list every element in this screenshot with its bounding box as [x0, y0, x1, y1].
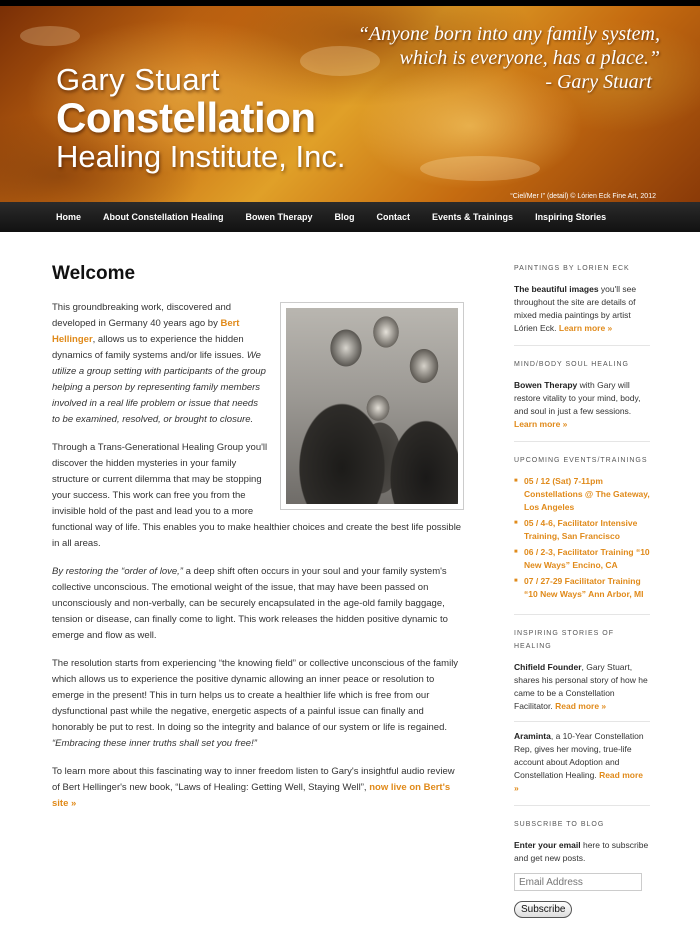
paragraph-4-text: The resolution starts from experiencing “the knowing field” or collective unconscious of the family which allows us to experience the positive dynamic allowing an inner peace or resolution to emerge in the present! This in turn helps us to create a healthier life which is free from our dysfunctional past while the negative, energetic aspects of a painful issue can finally and honorably be put to rest. In doing so the integrity and balance of our system or life is regained.	[52, 658, 459, 733]
paragraph-3	[52, 564, 464, 644]
events-heading: UPCOMING EVENTS/TRAININGS	[514, 457, 648, 464]
intro-text-a: This groundbreaking work, discovered and developed in Germany 40 years ago by	[52, 302, 232, 329]
event-item	[514, 546, 650, 572]
events-widget	[514, 454, 650, 615]
paragraph-3-text: a deep shift often occurs in your soul and your family system's collective unconscious. The emotional weight of the issue, that may have been passed on unconsciously and non-verbally, can be securely encapsulated in the age-old family baggage, tension or disease, can finally come to light. This work releases the hidden positive dynamic to emerge and flow as well.	[52, 566, 448, 641]
story-1-text: , Gary Stuart, shares his personal story of how he came to be a Constellation Facilitator.	[514, 662, 648, 711]
family-photo-image	[286, 308, 458, 504]
email-input[interactable]	[514, 873, 642, 891]
paragraph-5-text: To learn more about this fascinating way to inner freedom listen to Gary's insightful audio review of Bert Hellinger's new book, “Laws of Healing: Getting Well, Staying Well”,	[52, 766, 455, 793]
paintings-bold: The beautiful images	[514, 284, 599, 294]
paragraph-5	[52, 764, 464, 812]
subscribe-button[interactable]: Subscribe	[514, 901, 572, 918]
story-1	[514, 661, 650, 722]
bowen-heading: MIND/BODY SOUL HEALING	[514, 361, 629, 368]
event-item	[514, 517, 650, 543]
event-link-4[interactable]: 07 / 27-29 Facilitator Training “10 New Ways” Ann Arbor, MI	[524, 576, 644, 599]
berts-site-link[interactable]: now live on Bert's site »	[52, 782, 451, 809]
paintings-learn-more-link[interactable]: Learn more »	[558, 323, 613, 333]
bert-hellinger-link[interactable]: Bert Hellinger	[52, 318, 240, 345]
event-item	[514, 475, 650, 514]
art-credit: “Ciel/Mer I” (detail) © Lórien Eck Fine Art, 2012	[510, 193, 656, 200]
event-link-2[interactable]: 05 / 4-6, Facilitator Intensive Training, San Francisco	[524, 518, 638, 541]
story-2-read-more-link[interactable]: Read more »	[514, 770, 643, 793]
nav-item-contact[interactable]: Contact	[376, 212, 411, 222]
site-logo[interactable]	[56, 64, 346, 174]
story-2-bold: Araminta	[514, 731, 551, 741]
stories-widget	[514, 627, 650, 806]
quote-line-1: “Anyone born into any family system,	[357, 23, 660, 45]
story-1-read-more-link[interactable]: Read more »	[555, 701, 607, 711]
main-nav	[0, 202, 700, 232]
intro-text-c: We utilize a group setting with participants of the group helping a person by representing family members involved in a real life problem or issue that needs to be examined, resolved, or brought to closure.	[52, 350, 266, 425]
stories-heading: INSPIRING STORIES OF HEALING	[514, 630, 614, 650]
texture-speck	[20, 26, 80, 46]
logo-line-3: Healing Institute, Inc.	[56, 139, 346, 174]
header-quote	[358, 22, 660, 94]
subscribe-bold: Enter your email	[514, 840, 581, 850]
bowen-learn-more-link[interactable]: Learn more »	[514, 419, 568, 429]
paragraph-2: Through a Trans-Generational Healing Group you'll discover the hidden mysteries in your family structure or current dilemma that may be stopping your success. This work can free you from the invisible hold of the past and lead you to a more functional way of life. This enables you to make healthier choices and create the best life possible in all areas.	[52, 442, 462, 549]
quote-line-2: which is everyone, has a place.”	[399, 47, 660, 69]
nav-item-home[interactable]: Home	[56, 212, 82, 222]
paintings-widget	[514, 262, 650, 346]
paragraph-4	[52, 656, 464, 752]
event-item	[514, 575, 650, 601]
story-2-text: , a 10-Year Constellation Rep, gives her moving, true-life account about Adoption and Constellation Healing.	[514, 731, 644, 780]
sidebar	[514, 262, 650, 940]
event-link-1[interactable]: 05 / 12 (Sat) 7-11pm Constellations @ The Gateway, Los Angeles	[524, 476, 650, 512]
paintings-text: you'll see throughout the site are details of mixed media paintings by artist Lórien Eck.	[514, 284, 637, 333]
subscribe-widget	[514, 818, 650, 928]
logo-line-1: Gary Stuart	[56, 62, 220, 97]
quote-author: - Gary Stuart	[545, 71, 652, 93]
nav-item-about[interactable]: About Constellation Healing	[103, 212, 224, 222]
logo-line-2: Constellation	[56, 94, 316, 141]
nav-item-events[interactable]: Events & Trainings	[432, 212, 514, 222]
page-title: Welcome	[52, 263, 136, 284]
main-content	[52, 262, 464, 824]
nav-item-bowen[interactable]: Bowen Therapy	[245, 212, 313, 222]
story-2	[514, 730, 650, 795]
story-1-bold: Chifield Founder	[514, 662, 582, 672]
paintings-heading: PAINTINGS BY LORIEN ECK	[514, 265, 630, 272]
nav-item-blog[interactable]: Blog	[334, 212, 355, 222]
header-banner	[0, 0, 700, 202]
subscribe-text: here to subscribe and get new posts.	[514, 840, 649, 863]
texture-speck	[420, 156, 540, 181]
family-photo	[280, 302, 464, 510]
nav-item-stories[interactable]: Inspiring Stories	[535, 212, 607, 222]
intro-text-b: , allows us to experience the hidden dynamics of family systems and/or life issues.	[52, 334, 247, 361]
event-link-3[interactable]: 06 / 2-3, Facilitator Training “10 New Ways” Encino, CA	[524, 547, 650, 570]
paragraph-4-italic: “Embracing these inner truths shall set you free!”	[52, 738, 257, 749]
bowen-text: with Gary will restore vitality to your mind, body, and soul in just a few sessions.	[514, 380, 641, 416]
subscribe-heading: SUBSCRIBE TO BLOG	[514, 821, 605, 828]
paragraph-3-italic: By restoring the “order of love,”	[52, 566, 183, 577]
bowen-widget	[514, 358, 650, 442]
bowen-bold: Bowen Therapy	[514, 380, 578, 390]
